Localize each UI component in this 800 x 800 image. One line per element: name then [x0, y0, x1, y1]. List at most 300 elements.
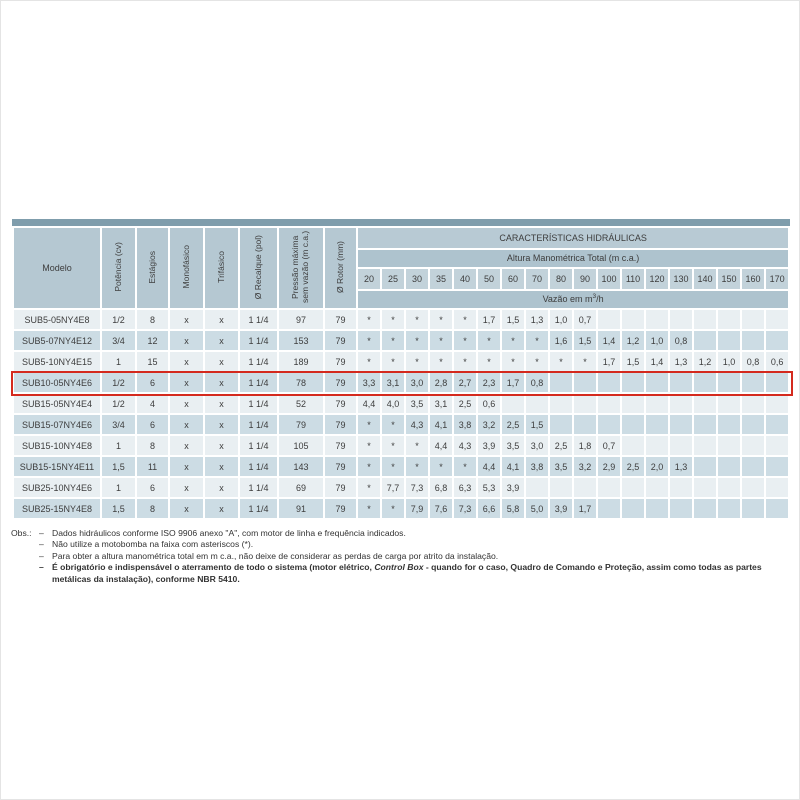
flow-cell	[550, 394, 572, 413]
flow-cell	[646, 478, 668, 497]
column-header-rotated	[279, 228, 323, 308]
discharge-cell: 1 1/4	[240, 499, 277, 518]
flow-cell: *	[406, 457, 428, 476]
triphase-cell: x	[205, 478, 238, 497]
flow-cell: 2,5	[550, 436, 572, 455]
flow-cell: *	[382, 457, 404, 476]
note-item-grounding	[39, 562, 793, 585]
flow-cell	[574, 394, 596, 413]
note-item	[39, 551, 793, 562]
flow-cell	[742, 457, 764, 476]
flow-unit-text: Vazão em m	[542, 294, 593, 305]
stages-cell: 6	[137, 373, 168, 392]
notes-section	[11, 528, 793, 585]
flow-cell	[718, 436, 740, 455]
flow-cell	[598, 310, 620, 329]
triphase-cell: x	[205, 310, 238, 329]
flow-cell: *	[358, 478, 380, 497]
flow-cell	[598, 478, 620, 497]
flow-cell: 1,3	[670, 352, 692, 371]
flow-cell: 3,1	[430, 394, 452, 413]
model-cell: SUB15-05NY4E4	[14, 394, 100, 413]
flow-cell: *	[406, 331, 428, 350]
flow-cell: 4,4	[478, 457, 500, 476]
flow-cell: *	[478, 352, 500, 371]
flow-cell	[742, 373, 764, 392]
max-pressure-cell: 143	[279, 457, 323, 476]
discharge-cell: 1 1/4	[240, 457, 277, 476]
flow-cell	[766, 310, 788, 329]
flow-cell: 2,5	[622, 457, 644, 476]
flow-cell	[670, 373, 692, 392]
power-cell: 1/2	[102, 373, 135, 392]
note-item	[39, 539, 793, 550]
column-header-rotated	[170, 228, 203, 308]
flow-cell	[622, 373, 644, 392]
flow-cell	[766, 478, 788, 497]
flow-cell: 3,9	[550, 499, 572, 518]
flow-cell	[718, 499, 740, 518]
flow-cell	[766, 373, 788, 392]
flow-cell: 1,2	[694, 352, 716, 371]
table-row	[14, 457, 788, 476]
triphase-cell: x	[205, 415, 238, 434]
note-item	[39, 528, 793, 539]
stages-cell: 11	[137, 457, 168, 476]
triphase-cell: x	[205, 352, 238, 371]
note-text: Para obter a altura manométrica total em m c.a., não deixe de considerar as perdas de carga por atrito da instalação.	[52, 550, 499, 561]
flow-cell	[694, 331, 716, 350]
power-cell: 1	[102, 436, 135, 455]
model-cell: SUB25-15NY4E8	[14, 499, 100, 518]
flow-cell: *	[358, 499, 380, 518]
flow-cell: 7,6	[430, 499, 452, 518]
flow-cell: 3,9	[502, 478, 524, 497]
table-row	[14, 352, 788, 371]
flow-cell: 2,5	[454, 394, 476, 413]
model-cell: SUB25-10NY4E6	[14, 478, 100, 497]
triphase-cell: x	[205, 436, 238, 455]
table-row	[14, 415, 788, 434]
flow-cell	[574, 415, 596, 434]
flow-cell	[742, 331, 764, 350]
flow-cell: *	[358, 331, 380, 350]
flow-cell	[526, 478, 548, 497]
flow-cell	[766, 331, 788, 350]
flow-cell: 4,4	[358, 394, 380, 413]
head-value-cell: 80	[550, 269, 572, 289]
flow-cell	[718, 457, 740, 476]
flow-cell: 1,6	[550, 331, 572, 350]
model-cell: SUB5-10NY4E15	[14, 352, 100, 371]
flow-cell	[550, 373, 572, 392]
head-value-cell: 35	[430, 269, 452, 289]
flow-cell	[670, 478, 692, 497]
flow-cell: 2,5	[502, 415, 524, 434]
power-cell: 3/4	[102, 415, 135, 434]
triphase-cell: x	[205, 457, 238, 476]
flow-cell: *	[454, 352, 476, 371]
column-header-rotated	[137, 228, 168, 308]
flow-cell	[718, 373, 740, 392]
discharge-cell: 1 1/4	[240, 415, 277, 434]
column-header-label: Ø Recalque (pol)	[252, 234, 263, 300]
notes-label: Obs.:	[11, 528, 32, 538]
flow-cell: *	[502, 352, 524, 371]
flow-cell: *	[382, 436, 404, 455]
flow-cell: 1,5	[574, 331, 596, 350]
max-pressure-cell: 78	[279, 373, 323, 392]
note-dash: –	[39, 562, 44, 573]
flow-cell	[670, 499, 692, 518]
model-cell: SUB15-07NY4E6	[14, 415, 100, 434]
flow-cell: 2,9	[598, 457, 620, 476]
flow-cell: 3,0	[526, 436, 548, 455]
rotor-cell: 79	[325, 436, 356, 455]
flow-cell: 6,6	[478, 499, 500, 518]
triphase-cell: x	[205, 373, 238, 392]
flow-cell	[622, 478, 644, 497]
flow-cell: *	[454, 331, 476, 350]
flow-cell: *	[526, 352, 548, 371]
flow-cell	[766, 415, 788, 434]
flow-cell: *	[550, 352, 572, 371]
stages-cell: 4	[137, 394, 168, 413]
stages-cell: 8	[137, 436, 168, 455]
flow-cell	[694, 373, 716, 392]
flow-cell: 2,0	[646, 457, 668, 476]
flow-cell	[694, 478, 716, 497]
flow-cell	[694, 499, 716, 518]
flow-cell	[742, 310, 764, 329]
flow-cell	[766, 394, 788, 413]
flow-cell: 1,4	[646, 352, 668, 371]
monophase-cell: x	[170, 394, 203, 413]
note-dash: –	[39, 550, 44, 561]
flow-cell: 0,6	[766, 352, 788, 371]
column-header-label: Potência (cv)	[112, 242, 123, 292]
stages-cell: 8	[137, 499, 168, 518]
flow-cell	[694, 415, 716, 434]
flow-cell	[718, 415, 740, 434]
stages-cell: 15	[137, 352, 168, 371]
flow-cell	[670, 310, 692, 329]
flow-cell: 5,3	[478, 478, 500, 497]
flow-cell: 1,0	[550, 310, 572, 329]
flow-cell: 6,3	[454, 478, 476, 497]
monophase-cell: x	[170, 436, 203, 455]
flow-cell	[694, 436, 716, 455]
stages-cell: 6	[137, 415, 168, 434]
flow-cell: *	[406, 352, 428, 371]
max-pressure-cell: 189	[279, 352, 323, 371]
discharge-cell: 1 1/4	[240, 373, 277, 392]
head-value-cell: 130	[670, 269, 692, 289]
flow-cell: 3,3	[358, 373, 380, 392]
flow-cell	[694, 457, 716, 476]
discharge-cell: 1 1/4	[240, 436, 277, 455]
flow-cell	[526, 394, 548, 413]
discharge-cell: 1 1/4	[240, 394, 277, 413]
flow-cell: 7,3	[454, 499, 476, 518]
flow-cell: *	[358, 436, 380, 455]
flow-cell	[742, 394, 764, 413]
flow-cell	[622, 394, 644, 413]
head-value-cell: 170	[766, 269, 788, 289]
flow-cell	[502, 394, 524, 413]
column-header-label: Pressão máxima sem vazão (m c.a.)	[290, 230, 310, 304]
flow-cell: *	[454, 457, 476, 476]
power-cell: 1/2	[102, 310, 135, 329]
flow-cell	[742, 436, 764, 455]
table-row	[14, 310, 788, 329]
model-cell: SUB5-07NY4E12	[14, 331, 100, 350]
flow-cell: 5,0	[526, 499, 548, 518]
flow-cell	[766, 436, 788, 455]
flow-unit-text: /h	[596, 294, 604, 305]
flow-cell: 0,8	[670, 331, 692, 350]
flow-cell: *	[382, 415, 404, 434]
flow-cell	[766, 457, 788, 476]
max-pressure-cell: 97	[279, 310, 323, 329]
power-cell: 3/4	[102, 331, 135, 350]
rotor-cell: 79	[325, 394, 356, 413]
flow-cell: 1,3	[670, 457, 692, 476]
flow-cell: *	[358, 310, 380, 329]
flow-cell: 3,1	[382, 373, 404, 392]
flow-cell	[670, 436, 692, 455]
power-cell: 1	[102, 478, 135, 497]
column-header-label: Estágios	[146, 250, 157, 284]
flow-cell: 3,5	[406, 394, 428, 413]
flow-cell	[622, 499, 644, 518]
max-pressure-cell: 69	[279, 478, 323, 497]
discharge-cell: 1 1/4	[240, 352, 277, 371]
table-row	[14, 478, 788, 497]
flow-cell	[718, 331, 740, 350]
flow-cell	[646, 310, 668, 329]
max-pressure-cell: 79	[279, 415, 323, 434]
note-dash: –	[39, 528, 44, 538]
flow-cell: *	[406, 436, 428, 455]
flow-cell	[598, 394, 620, 413]
model-cell: SUB15-15NY4E11	[14, 457, 100, 476]
column-header-label: Ø Rotor (mm)	[334, 241, 345, 293]
column-header-rotated	[205, 228, 238, 308]
spec-table-header	[14, 228, 788, 308]
monophase-cell: x	[170, 478, 203, 497]
flow-cell	[574, 373, 596, 392]
flow-cell	[550, 478, 572, 497]
flow-cell	[718, 394, 740, 413]
flow-cell	[598, 499, 620, 518]
flow-cell: 2,7	[454, 373, 476, 392]
monophase-cell: x	[170, 499, 203, 518]
flow-cell: *	[454, 310, 476, 329]
flow-cell: *	[382, 310, 404, 329]
model-cell: SUB10-05NY4E6	[14, 373, 100, 392]
note-text: Não utilize a motobomba na faixa com asteriscos (*).	[52, 539, 254, 550]
table-row	[14, 499, 788, 518]
flow-cell	[550, 415, 572, 434]
flow-cell: 1,5	[502, 310, 524, 329]
flow-cell: 4,0	[382, 394, 404, 413]
flow-cell	[742, 478, 764, 497]
rotor-cell: 79	[325, 457, 356, 476]
flow-cell: 0,6	[478, 394, 500, 413]
stages-cell: 12	[137, 331, 168, 350]
flow-cell: 7,3	[406, 478, 428, 497]
flow-cell: 4,1	[430, 415, 452, 434]
table-top-strip	[12, 219, 790, 226]
monophase-cell: x	[170, 457, 203, 476]
discharge-cell: 1 1/4	[240, 331, 277, 350]
head-value-cell: 60	[502, 269, 524, 289]
flow-cell: 4,3	[406, 415, 428, 434]
monophase-cell: x	[170, 331, 203, 350]
flow-cell: 1,5	[526, 415, 548, 434]
model-cell: SUB15-10NY4E8	[14, 436, 100, 455]
flow-cell: *	[358, 352, 380, 371]
rotor-cell: 79	[325, 415, 356, 434]
flow-cell	[646, 373, 668, 392]
flow-cell: *	[502, 331, 524, 350]
flow-cell: 3,8	[526, 457, 548, 476]
spec-table-wrap	[12, 219, 790, 520]
max-pressure-cell: 91	[279, 499, 323, 518]
flow-cell: 1,7	[598, 352, 620, 371]
flow-unit-band	[358, 291, 788, 309]
flow-cell: *	[430, 310, 452, 329]
flow-cell: 5,8	[502, 499, 524, 518]
flow-cell: 1,3	[526, 310, 548, 329]
flow-cell	[694, 310, 716, 329]
flow-cell: 3,2	[574, 457, 596, 476]
flow-cell	[670, 394, 692, 413]
flow-unit-sup: 3	[592, 293, 597, 301]
header-row-1	[14, 228, 788, 248]
column-header-rotated	[325, 228, 356, 308]
rotor-cell: 79	[325, 478, 356, 497]
head-value-cell: 140	[694, 269, 716, 289]
flow-cell	[598, 373, 620, 392]
flow-cell: *	[358, 415, 380, 434]
flow-cell: 1,0	[646, 331, 668, 350]
flow-cell: 6,8	[430, 478, 452, 497]
head-value-cell: 120	[646, 269, 668, 289]
flow-cell	[718, 478, 740, 497]
flow-cell: 1,7	[574, 499, 596, 518]
head-value-cell: 160	[742, 269, 764, 289]
rotor-cell: 79	[325, 352, 356, 371]
flow-cell: 1,7	[478, 310, 500, 329]
flow-cell	[742, 415, 764, 434]
max-pressure-cell: 153	[279, 331, 323, 350]
flow-cell: 1,8	[574, 436, 596, 455]
power-cell: 1,5	[102, 457, 135, 476]
rotor-cell: 79	[325, 499, 356, 518]
flow-cell: *	[406, 310, 428, 329]
head-value-cell: 25	[382, 269, 404, 289]
model-cell: SUB5-05NY4E8	[14, 310, 100, 329]
flow-cell: 3,5	[502, 436, 524, 455]
flow-cell: *	[382, 352, 404, 371]
table-row	[14, 394, 788, 413]
table-row	[14, 331, 788, 350]
flow-cell: 4,4	[430, 436, 452, 455]
head-value-cell: 100	[598, 269, 620, 289]
max-pressure-cell: 52	[279, 394, 323, 413]
monophase-cell: x	[170, 310, 203, 329]
flow-cell: 4,3	[454, 436, 476, 455]
hydraulic-characteristics-header: CARACTERÍSTICAS HIDRÁULICAS	[358, 228, 788, 248]
flow-cell: 3,0	[406, 373, 428, 392]
flow-cell: *	[478, 331, 500, 350]
column-header-label: Monofásico	[180, 245, 191, 289]
flow-cell: *	[430, 352, 452, 371]
flow-cell	[646, 436, 668, 455]
flow-cell	[694, 394, 716, 413]
triphase-cell: x	[205, 331, 238, 350]
rotor-cell: 79	[325, 373, 356, 392]
head-value-cell: 30	[406, 269, 428, 289]
flow-cell	[622, 436, 644, 455]
flow-cell	[622, 415, 644, 434]
column-header-modelo: Modelo	[14, 228, 100, 308]
table-row	[14, 373, 788, 392]
flow-cell: 2,3	[478, 373, 500, 392]
flow-cell: *	[574, 352, 596, 371]
flow-cell: 1,2	[622, 331, 644, 350]
flow-cell: *	[358, 457, 380, 476]
head-value-cell: 110	[622, 269, 644, 289]
rotor-cell: 79	[325, 310, 356, 329]
pump-spec-table	[12, 226, 790, 520]
flow-cell: 1,4	[598, 331, 620, 350]
flow-cell	[718, 310, 740, 329]
flow-cell	[766, 499, 788, 518]
head-value-cell: 90	[574, 269, 596, 289]
note-dash: –	[39, 539, 44, 550]
column-header-label: Trifásico	[215, 251, 226, 283]
flow-cell	[646, 415, 668, 434]
flow-cell	[622, 310, 644, 329]
monophase-cell: x	[170, 415, 203, 434]
head-value-cell: 50	[478, 269, 500, 289]
head-value-cell: 70	[526, 269, 548, 289]
flow-cell	[646, 394, 668, 413]
table-row	[14, 436, 788, 455]
flow-cell: *	[382, 499, 404, 518]
flow-cell: 0,8	[526, 373, 548, 392]
flow-cell: *	[430, 457, 452, 476]
flow-cell: 1,7	[502, 373, 524, 392]
head-value-cell: 40	[454, 269, 476, 289]
flow-cell: 0,7	[574, 310, 596, 329]
flow-cell	[598, 415, 620, 434]
flow-cell	[574, 478, 596, 497]
power-cell: 1	[102, 352, 135, 371]
flow-cell: 3,8	[454, 415, 476, 434]
note-text: Dados hidráulicos conforme ISO 9906 anexo "A", com motor de linha e frequência indicados.	[52, 528, 406, 538]
flow-cell: 3,2	[478, 415, 500, 434]
spec-table-body	[14, 310, 788, 518]
flow-cell: 0,7	[598, 436, 620, 455]
triphase-cell: x	[205, 394, 238, 413]
flow-cell: 7,7	[382, 478, 404, 497]
flow-cell: 4,1	[502, 457, 524, 476]
discharge-cell: 1 1/4	[240, 310, 277, 329]
